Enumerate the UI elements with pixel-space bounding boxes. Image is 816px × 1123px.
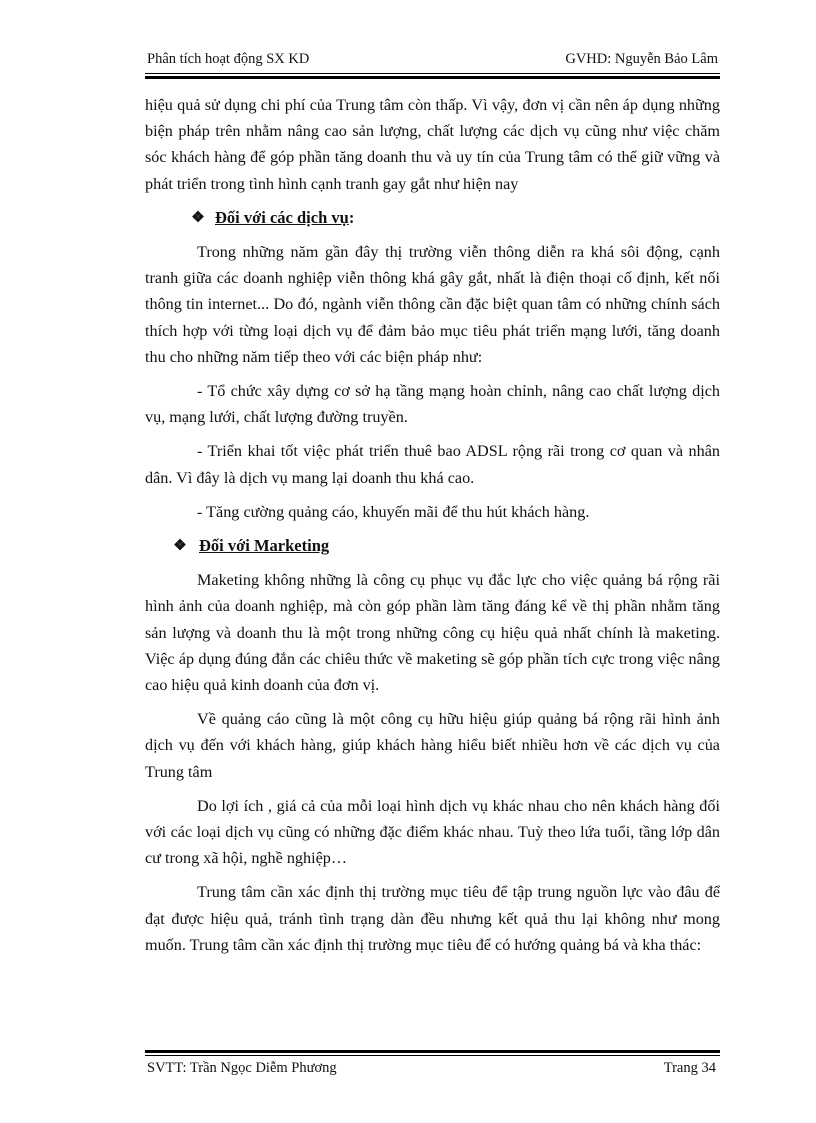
heading-marketing — [145, 533, 720, 559]
paragraph-2: Trong những năm gần đây thị trường viễn thông diễn ra khá sôi động, cạnh tranh giữa các doanh nghiệp viễn thông khá gây gắt, nhất là điện thoại cố định, kết nối thông tin internet... Do đó, ngành viễn thông cần đặc biệt quan tâm có những chính sách thích hợp với từng loại dịch vụ để đảm bảo mục tiêu phát triển mạng lưới, tăng doanh thu cho những năm tiếp theo với các biện pháp như: — [145, 243, 720, 366]
measure-item-3: - Tăng cường quảng cáo, khuyến mãi để thu hút khách hàng. — [197, 502, 590, 521]
measure-item-2: - Triển khai tốt việc phát triển thuê bao ADSL rộng rãi trong cơ quan và nhân dân. Vì đây là dịch vụ mang lại doanh thu khá cao. — [145, 442, 720, 487]
heading-services-label: Đối với các dịch vụ — [215, 207, 349, 227]
measure-item-1: - Tổ chức xây dựng cơ sở hạ tầng mạng hoàn chỉnh, nâng cao chất lượng dịch vụ, mạng lưới, chất lượng đường truyền. — [145, 382, 720, 427]
page-header — [145, 49, 720, 71]
footer-student: SVTT: Trần Ngọc Diễm Phương — [147, 1060, 337, 1076]
diamond-bullet-icon: ❖ — [191, 209, 205, 226]
footer-page-number: Trang 34 — [663, 1060, 716, 1076]
header-instructor: GVHD: Nguyễn Bảo Lâm — [565, 51, 718, 67]
footer-rule-thick — [145, 1050, 720, 1053]
page-footer — [145, 1058, 720, 1080]
main-content — [145, 92, 720, 966]
paragraph-5: Do lợi ích , giá cả của mỗi loại hình dịch vụ khác nhau cho nên khách hàng đối với các loại dịch vụ cũng có những đặc điểm khác nhau. Tuỳ theo lứa tuổi, tầng lớp dân cư trong xã hội, nghề nghiệp… — [145, 796, 720, 868]
footer-rule-thin — [145, 1055, 720, 1056]
header-rule-thin — [145, 73, 720, 74]
heading-services — [145, 205, 720, 231]
paragraph-3: Maketing không những là công cụ phục vụ đắc lực cho việc quảng bá rộng rãi hình ảnh của doanh nghiệp, mà còn góp phần làm tăng đáng kể về thị phần nhằm tăng sản lượng và doanh thu là một trong những công cụ hiệu quả nhất chính là maketing. Việc áp dụng đúng đắn các chiêu thức về maketing sẽ góp phần tích cực trong việc nâng cao hiệu quả kinh doanh của đơn vị. — [145, 571, 720, 695]
header-rule-thick — [145, 76, 720, 79]
heading-services-colon: : — [348, 207, 355, 227]
paragraph-4: Về quảng cáo cũng là một công cụ hữu hiệu giúp quảng bá rộng rãi hình ảnh dịch vụ đến với khách hàng, giúp khách hàng hiểu biết nhiều hơn về các dịch vụ của Trung tâm — [145, 710, 720, 781]
paragraph-1: hiệu quả sử dụng chi phí của Trung tâm còn thấp. Vì vậy, đơn vị cần nên áp dụng những biện pháp trên nhằm nâng cao sản lượng, chất lượng các dịch vụ cũng như việc chăm sóc khách hàng để góp phần tăng doanh thu và uy tín của Trung tâm có thể giữ vững và phát triển trong tình hình cạnh tranh gay gắt như hiện nay — [145, 96, 720, 193]
header-course-title: Phân tích hoạt động SX KD — [147, 51, 310, 67]
heading-marketing-label: Đối với Marketing — [199, 536, 330, 556]
diamond-bullet-icon: ❖ — [173, 538, 187, 555]
paragraph-6: Trung tâm cần xác định thị trường mục tiêu để tập trung nguồn lực vào đâu để đạt được hiệu quả, tránh tình trạng dàn đều nhưng kết quả thu lại không như mong muốn. Trung tâm cần xác định thị trường mục tiêu để có hướng quảng bá và kha thác: — [145, 883, 720, 954]
